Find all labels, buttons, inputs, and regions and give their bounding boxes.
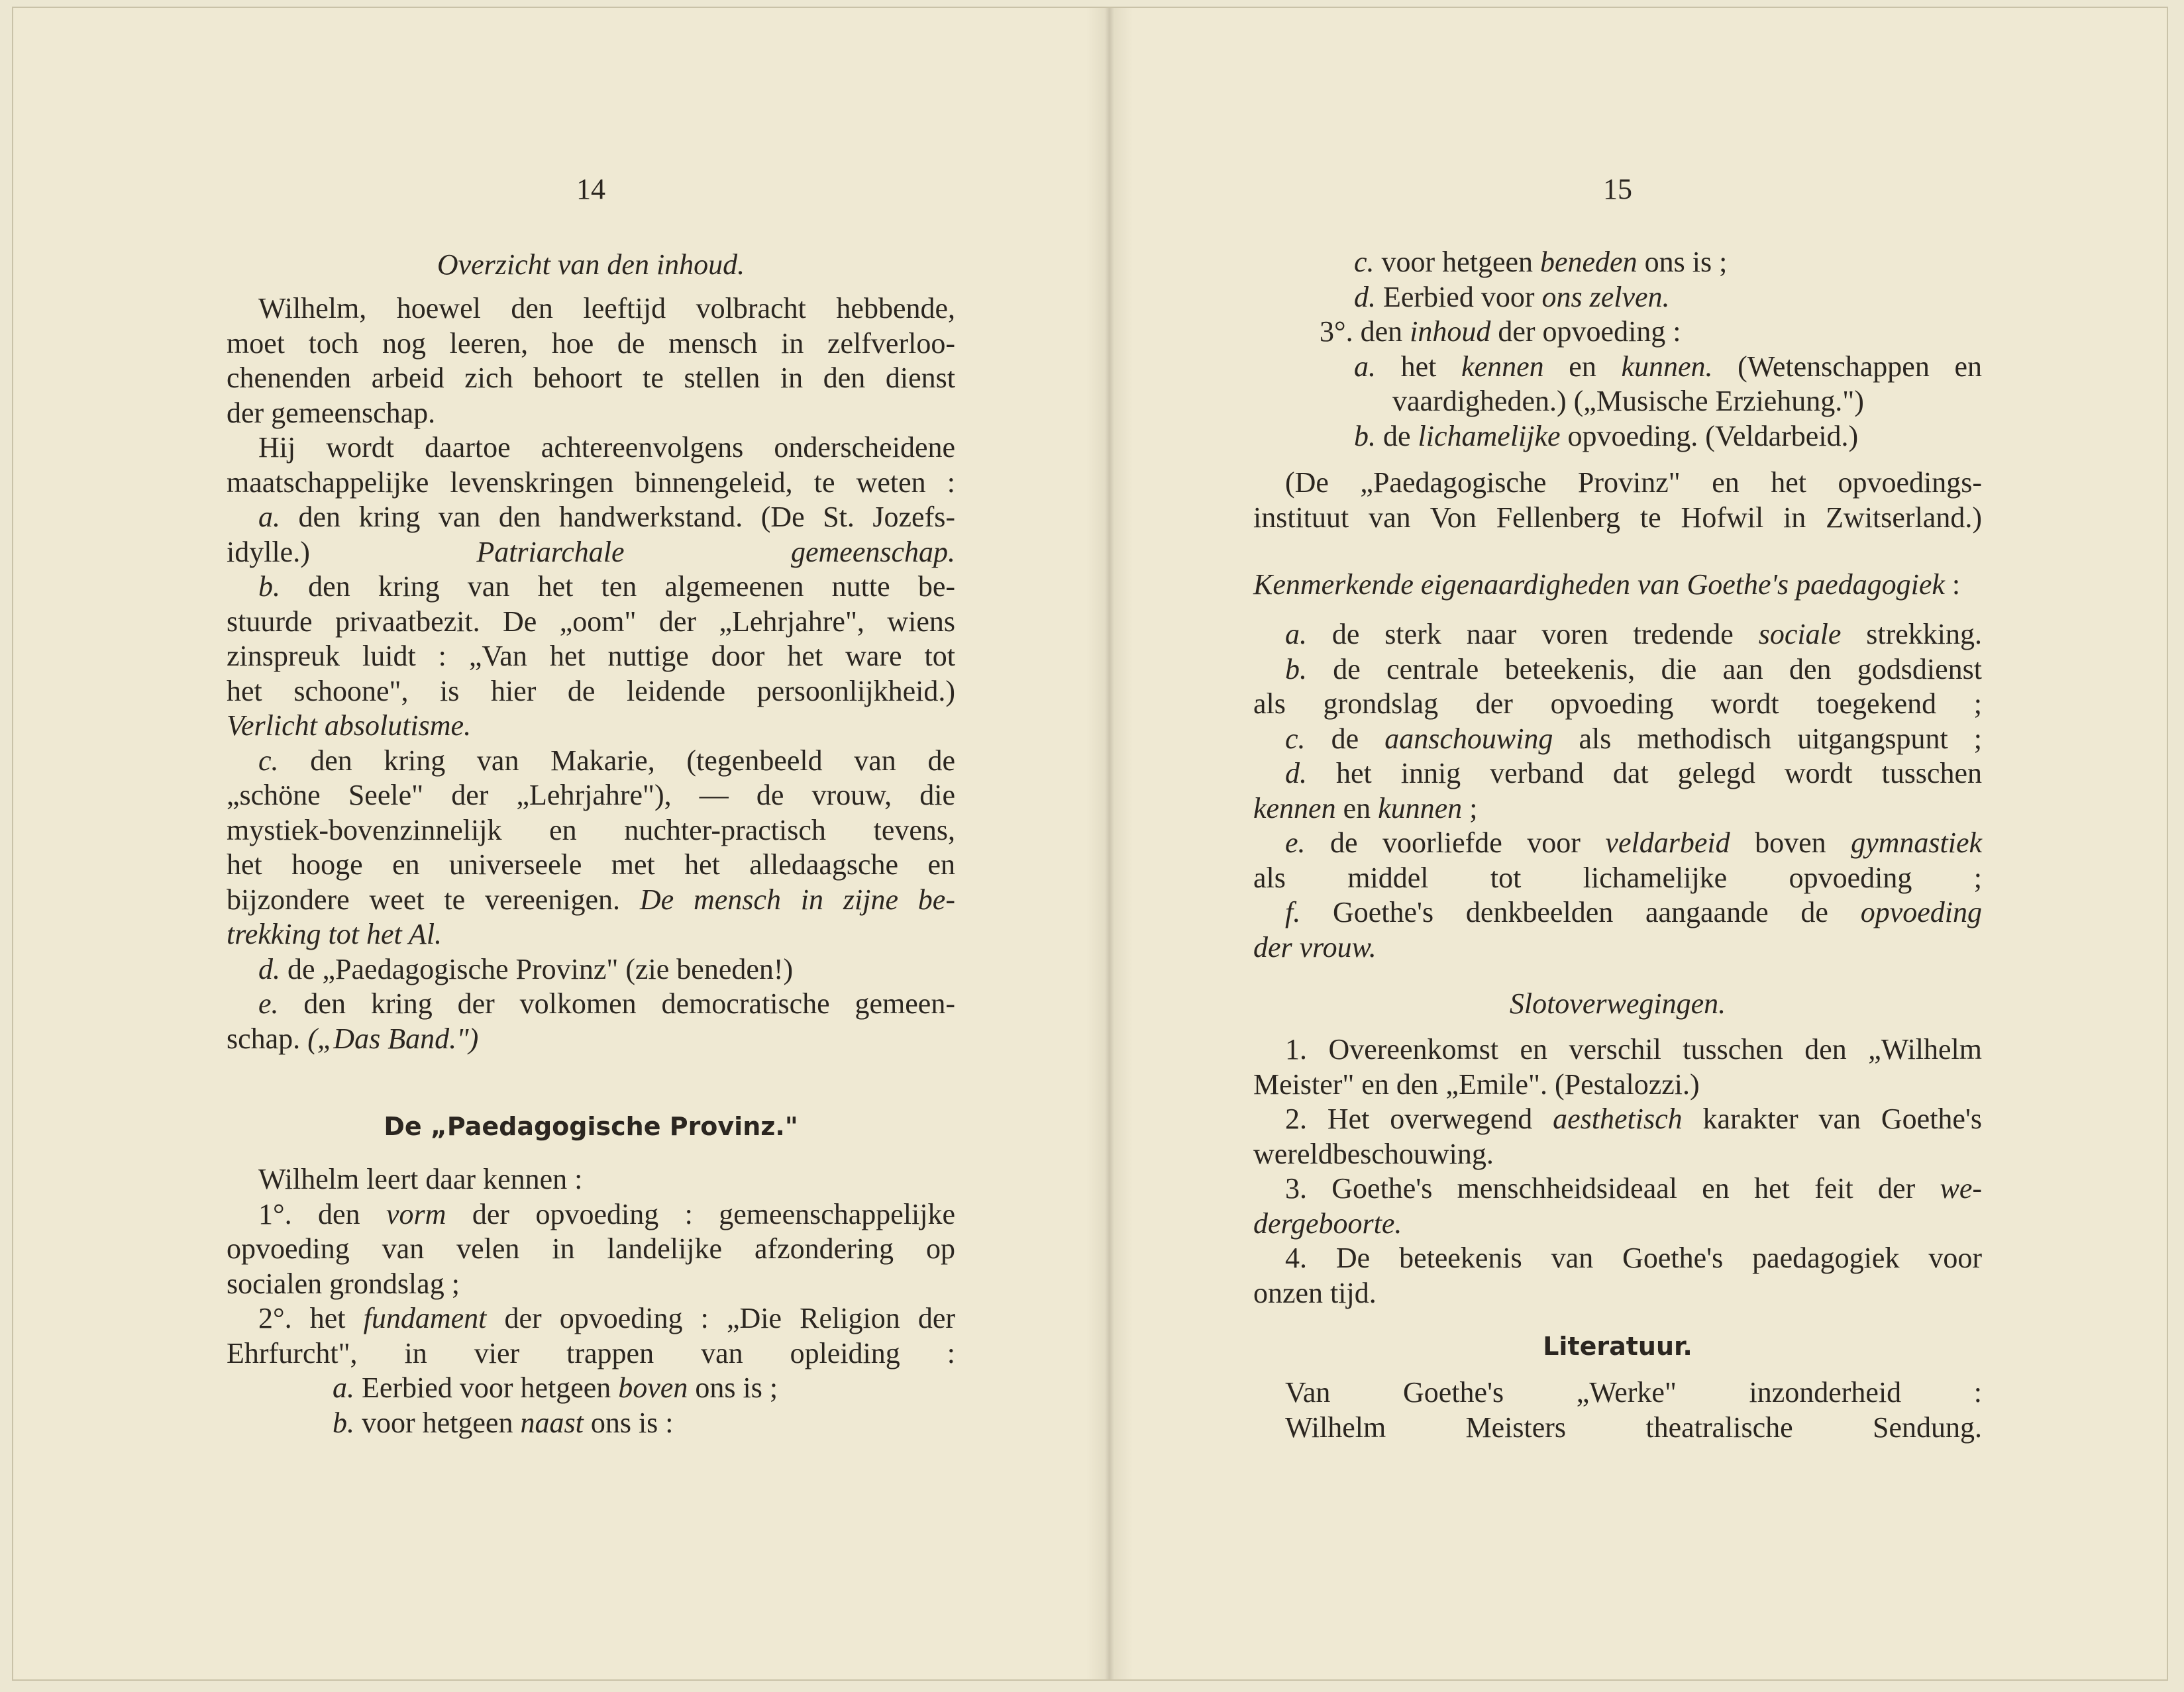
text-segment: opvoeding. (Veldarbeid.) xyxy=(1560,419,1859,452)
text-segment: Meister" en den „Emile". (Pestalozzi.) xyxy=(1253,1068,1700,1101)
text-segment: moet toch nog leeren, hoe de mensch in zelfverloo- xyxy=(227,326,955,360)
text-segment: Wilhelm, hoewel den leeftijd volbracht hebbende, xyxy=(258,292,955,324)
text-segment: als grondslag der opvoeding wordt toegekend ; xyxy=(1253,687,1982,720)
text-line xyxy=(227,430,955,465)
text-segment: 3°. den xyxy=(1320,315,1410,348)
text-line xyxy=(1253,350,1982,384)
text-segment: („Das Band.") xyxy=(307,1022,479,1055)
text-segment: (Wetenschappen en xyxy=(1712,350,1982,383)
text-segment: d. xyxy=(1354,280,1376,313)
text-segment: Wilhelm Meisters theatralische Sendung. xyxy=(1285,1411,1982,1444)
text-segment: den kring van den handwerkstand. (De St. Jozefs- xyxy=(280,501,955,533)
text-segment: c. xyxy=(1354,246,1375,278)
text-segment: 2°. het xyxy=(258,1302,364,1334)
text-line xyxy=(1253,1375,1982,1410)
text-segment: onzen tijd. xyxy=(1253,1276,1377,1309)
text-line xyxy=(1253,1102,1982,1136)
text-line xyxy=(1253,280,1982,315)
text-line xyxy=(1253,1241,1982,1275)
text-line xyxy=(227,326,955,361)
text-segment: Hij wordt daartoe achtereenvolgens onderscheidene xyxy=(258,431,955,464)
text-segment: Patriarchale gemeenschap. xyxy=(476,535,955,568)
text-line xyxy=(1253,1032,1982,1067)
text-segment: opvoeding xyxy=(1860,896,1982,928)
text-line xyxy=(227,1371,955,1405)
text-segment: aesthetisch xyxy=(1553,1103,1683,1135)
text-segment: f. xyxy=(1285,896,1301,928)
text-segment: b. xyxy=(1285,652,1307,685)
text-line xyxy=(227,466,955,500)
text-segment: a. xyxy=(333,1371,354,1404)
text-segment: idylle.) xyxy=(227,535,477,568)
text-line xyxy=(227,1301,955,1336)
subheading-text: Kenmerkende eigenaardigheden van Goethe's paedagogiek xyxy=(1253,568,1945,601)
page-heading: Overzicht van den inhoud. xyxy=(437,248,745,281)
text-line xyxy=(1253,1411,1982,1445)
text-line xyxy=(1253,384,1982,419)
section-title: De „Paedagogische Provinz." xyxy=(384,1112,798,1141)
text-line xyxy=(1253,315,1982,349)
left-page xyxy=(227,8,955,1679)
text-segment: ons is ; xyxy=(688,1371,778,1404)
text-line xyxy=(227,778,955,813)
text-segment: den kring der volkomen democratische gemeen- xyxy=(278,987,955,1020)
text-segment: vorm xyxy=(386,1197,446,1230)
book-gutter xyxy=(1086,8,1133,1679)
text-line xyxy=(227,1336,955,1371)
text-segment: fundament xyxy=(363,1302,487,1334)
text-segment: de centrale beteekenis, die aan den godsdienst xyxy=(1307,652,1982,685)
text-line xyxy=(227,535,955,570)
text-segment: 3. Goethe's menschheidsideaal en het feit der xyxy=(1285,1172,1940,1205)
text-segment: als middel tot lichamelijke opvoeding ; xyxy=(1253,861,1982,894)
text-segment: b. xyxy=(1354,419,1376,452)
text-segment: 4. De beteekenis van Goethe's paedagogiek voor xyxy=(1285,1242,1982,1274)
right-page xyxy=(1253,8,1982,1679)
text-segment: „schöne Seele" der „Lehrjahre"), — de vrouw, die xyxy=(227,779,955,811)
text-segment: a. xyxy=(1354,350,1376,383)
text-line xyxy=(1253,419,1982,454)
text-line xyxy=(227,917,955,952)
text-segment: chenenden arbeid zich behoort te stellen in den dienst xyxy=(227,362,955,394)
text-line xyxy=(227,1406,955,1440)
text-segment: Wilhelm leert daar kennen : xyxy=(258,1163,583,1195)
text-segment: den kring van Makarie, (tegenbeeld van de xyxy=(278,744,955,777)
text-segment: 1°. den xyxy=(258,1197,386,1230)
text-line xyxy=(1253,245,1982,279)
text-line xyxy=(227,291,955,326)
text-segment: zinspreuk luidt : „Van het nuttige door het ware tot xyxy=(227,640,955,672)
text-line xyxy=(227,1022,955,1056)
text-segment: 1. Overeenkomst en verschil tusschen den „Wilhelm xyxy=(1285,1033,1982,1066)
section-title: Literatuur. xyxy=(1543,1332,1692,1361)
text-segment: kunnen xyxy=(1378,791,1463,824)
text-segment: ons zelven. xyxy=(1541,280,1670,313)
text-segment: den kring van het ten algemeenen nutte be- xyxy=(280,570,955,603)
text-line xyxy=(227,883,955,917)
text-segment: der gemeenschap. xyxy=(227,396,436,429)
text-segment: en xyxy=(1335,791,1378,824)
text-line xyxy=(1253,687,1982,721)
text-segment: karakter van Goethe's xyxy=(1682,1103,1982,1135)
text-segment: der opvoeding : gemeenschappelijke xyxy=(446,1197,956,1230)
text-segment: naast xyxy=(520,1406,584,1439)
text-segment: schap. xyxy=(227,1022,308,1055)
text-segment: opvoeding van velen in landelijke afzondering op xyxy=(227,1232,955,1265)
text-line xyxy=(1253,1068,1982,1102)
text-segment: het hooge en universeele met het alledaagsche en xyxy=(227,848,955,881)
text-line xyxy=(1253,652,1982,687)
text-line xyxy=(1253,826,1982,860)
text-segment: het xyxy=(1376,350,1462,383)
text-line xyxy=(227,848,955,882)
text-line xyxy=(227,396,955,430)
text-segment: de voorliefde voor xyxy=(1305,826,1606,859)
text-line xyxy=(1253,466,1982,500)
text-segment: kennen xyxy=(1461,350,1544,383)
text-line xyxy=(227,639,955,673)
text-segment: der vrouw. xyxy=(1253,930,1377,964)
text-segment: inhoud xyxy=(1410,315,1491,348)
text-segment: ons is ; xyxy=(1637,246,1728,278)
text-segment: instituut van Von Fellenberg te Hofwil in Zwitserland.) xyxy=(1253,501,1982,534)
text-segment: sociale xyxy=(1758,618,1842,650)
text-segment: socialen grondslag ; xyxy=(227,1267,460,1300)
page-number: 15 xyxy=(1603,173,1632,205)
text-line xyxy=(227,1162,955,1197)
text-segment: d. xyxy=(1285,757,1307,789)
text-segment: en xyxy=(1543,350,1622,383)
book-spread xyxy=(12,7,2168,1681)
text-line xyxy=(1253,617,1982,652)
text-line xyxy=(227,952,955,987)
text-line xyxy=(1253,501,1982,535)
text-line xyxy=(1253,791,1982,826)
text-segment: maatschappelijke levenskringen binnengeleid, te weten : xyxy=(227,466,955,499)
text-segment: vaardigheden.) („Musische Erziehung.") xyxy=(1392,385,1864,417)
text-segment: boven xyxy=(618,1371,688,1404)
text-segment: Goethe's denkbeelden aangaande de xyxy=(1300,896,1861,928)
text-segment: kennen xyxy=(1253,791,1336,824)
text-segment: ons is : xyxy=(583,1406,674,1439)
text-segment: b. xyxy=(258,570,280,603)
page-number: 14 xyxy=(576,173,605,205)
text-segment: de „Paedagogische Provinz" (zie beneden!) xyxy=(280,952,794,985)
text-segment: e. xyxy=(1285,826,1306,859)
text-line xyxy=(227,744,955,778)
text-segment: mystiek-bovenzinnelijk en nuchter-practisch tevens, xyxy=(227,813,955,846)
text-segment: c. xyxy=(258,744,279,777)
text-line xyxy=(1253,1207,1982,1241)
text-segment: Van Goethe's „Werke" inzonderheid : xyxy=(1285,1376,1982,1409)
text-segment: (De „Paedagogische Provinz" en het opvoedings- xyxy=(1285,466,1982,499)
text-line xyxy=(1253,895,1982,930)
text-segment: a. xyxy=(1285,618,1307,650)
text-segment: d. xyxy=(258,952,280,985)
text-line xyxy=(1253,1137,1982,1171)
text-line xyxy=(227,361,955,395)
text-segment: a. xyxy=(258,501,280,533)
text-segment: strekking. xyxy=(1841,618,1982,650)
text-segment: gymnastiek xyxy=(1851,826,1983,859)
text-segment: c. xyxy=(1285,722,1306,755)
text-line xyxy=(1253,1276,1982,1311)
text-segment: de sterk naar voren tredende xyxy=(1307,618,1759,650)
text-segment: het schoone", is hier de leidende persoonlijkheid.) xyxy=(227,674,955,707)
subheading: Slotoverwegingen. xyxy=(1509,987,1726,1020)
text-segment: we- xyxy=(1940,1172,1982,1205)
text-segment: b. xyxy=(333,1406,354,1439)
text-line xyxy=(1253,756,1982,791)
text-segment: De mensch in zijne be- xyxy=(639,883,955,916)
text-segment: stuurde privaatbezit. De „oom" der „Lehrjahre", wiens xyxy=(227,605,955,638)
text-segment: als methodisch uitgangspunt ; xyxy=(1553,722,1982,755)
text-segment: trekking tot het Al. xyxy=(227,918,442,950)
text-segment: voor hetgeen xyxy=(1374,246,1540,278)
text-line xyxy=(227,1197,955,1232)
text-segment: Verlicht absolutisme. xyxy=(227,709,472,742)
text-segment: bijzondere weet te vereenigen. xyxy=(227,883,640,916)
text-line xyxy=(227,605,955,639)
text-segment: voor hetgeen xyxy=(354,1406,521,1439)
text-line xyxy=(227,500,955,534)
text-line xyxy=(227,813,955,848)
text-segment: aanschouwing xyxy=(1384,722,1553,755)
text-segment: boven xyxy=(1730,826,1851,859)
text-line xyxy=(227,987,955,1021)
text-line xyxy=(227,1267,955,1301)
text-segment: de xyxy=(1305,722,1385,755)
text-line xyxy=(227,709,955,743)
text-segment: wereldbeschouwing. xyxy=(1253,1137,1494,1170)
text-line xyxy=(227,674,955,709)
text-line xyxy=(1253,930,1982,965)
text-segment: de xyxy=(1376,419,1418,452)
text-segment: e. xyxy=(258,987,279,1020)
text-segment: Eerbied voor xyxy=(1376,280,1542,313)
text-segment: het innig verband dat gelegd wordt tusschen xyxy=(1307,757,1982,789)
text-segment: beneden xyxy=(1540,246,1638,278)
text-line xyxy=(227,1232,955,1266)
text-segment: Ehrfurcht", in vier trappen van opleiding : xyxy=(227,1336,955,1369)
text-segment: dergeboorte. xyxy=(1253,1207,1402,1240)
text-segment: lichamelijke xyxy=(1418,419,1561,452)
text-segment: Eerbied voor hetgeen xyxy=(354,1371,619,1404)
colon: : xyxy=(1944,568,1961,601)
text-line xyxy=(227,570,955,604)
text-segment: ; xyxy=(1462,791,1478,824)
text-segment: veldarbeid xyxy=(1605,826,1730,859)
text-segment: kunnen. xyxy=(1621,350,1713,383)
text-line xyxy=(1253,722,1982,756)
text-segment: 2. Het overwegend xyxy=(1285,1103,1553,1135)
text-line xyxy=(1253,1171,1982,1206)
subheading xyxy=(1253,568,1982,602)
text-segment: der opvoeding : xyxy=(1490,315,1681,348)
text-segment: der opvoeding : „Die Religion der xyxy=(486,1302,956,1334)
text-line xyxy=(1253,861,1982,895)
